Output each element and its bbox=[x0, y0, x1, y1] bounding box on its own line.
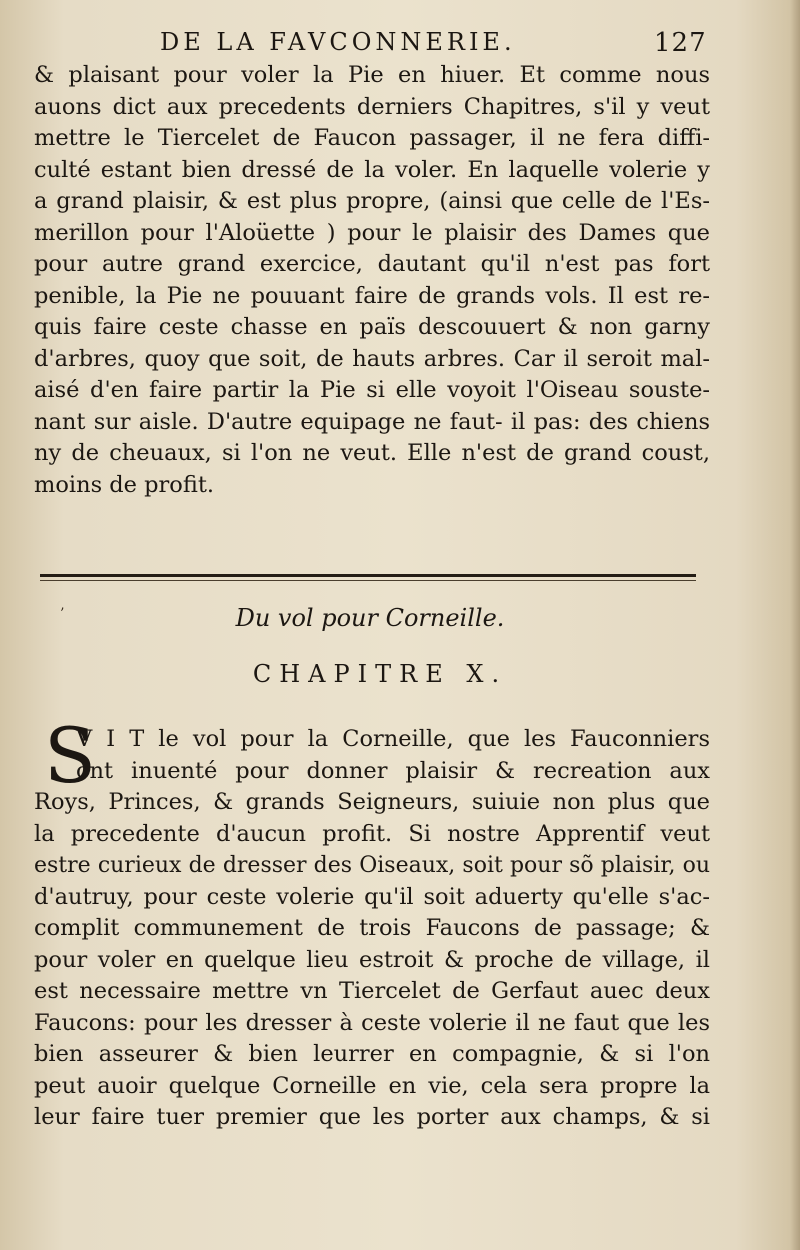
paragraph-2 bbox=[34, 724, 710, 1134]
text-line: leur faire tuer premier que les porter aux champs, & si bbox=[34, 1104, 710, 1130]
page-number: 127 bbox=[654, 28, 707, 58]
page-edge-shadow bbox=[790, 0, 800, 1250]
section-divider-rule bbox=[40, 574, 696, 577]
text-line: ny de cheuaux, si l'on ne veut. Elle n'est de grand coust, bbox=[34, 440, 710, 466]
text-line: bien asseurer & bien leurrer en compagnie, & si l'on bbox=[34, 1041, 710, 1067]
text-line: aisé d'en faire partir la Pie si elle voyoit l'Oiseau souste- bbox=[34, 377, 710, 403]
text-line: Roys, Princes, & grands Seigneurs, suiuie non plus que bbox=[34, 789, 710, 815]
drop-cap-letter: S bbox=[44, 711, 97, 800]
text-line: pour voler en quelque lieu estroit & proche de village, il bbox=[34, 946, 710, 973]
printer-mark: ’ bbox=[60, 606, 65, 622]
text-line: auons dict aux precedents derniers Chapitres, s'il y veut bbox=[34, 93, 710, 120]
section-divider-rule-thin bbox=[40, 580, 696, 581]
text-line: quis faire ceste chasse en païs descouuert & non garny bbox=[34, 314, 710, 340]
text-line: V I T le vol pour la Corneille, que les Fauconniers bbox=[76, 726, 710, 752]
section-title: Du vol pour Corneille. bbox=[235, 604, 505, 632]
paragraph-1 bbox=[34, 60, 710, 501]
text-line: moins de profit. bbox=[34, 471, 215, 498]
text-line: pour autre grand exercice, dautant qu'il n'est pas fort bbox=[34, 251, 710, 277]
text-line: Faucons: pour les dresser à ceste volerie il ne faut que les bbox=[34, 1009, 710, 1036]
text-line: complit communement de trois Faucons de passage; & bbox=[34, 915, 710, 941]
text-line: a grand plaisir, & est plus propre, (ainsi que celle de l'Es- bbox=[34, 188, 710, 214]
text-line: penible, la Pie ne pouuant faire de grands vols. Il est re- bbox=[34, 282, 710, 309]
text-line: est necessaire mettre vn Tiercelet de Gerfaut auec deux bbox=[34, 978, 710, 1004]
text-line: merillon pour l'Aloüette ) pour le plaisir des Dames que bbox=[34, 219, 710, 246]
text-line: peut auoir quelque Corneille en vie, cela sera propre la bbox=[34, 1072, 710, 1099]
text-line: d'arbres, quoy que soit, de hauts arbres. Car il seroit mal- bbox=[34, 345, 710, 372]
text-line: estre curieux de dresser des Oiseaux, soit pour sõ plaisir, ou bbox=[34, 853, 710, 878]
chapter-heading: CHAPITRE X. bbox=[252, 660, 508, 688]
running-head: DE LA FAVCONNERIE. bbox=[160, 28, 516, 56]
text-line: ont inuenté pour donner plaisir & recreation aux bbox=[76, 757, 710, 784]
text-line: d'autruy, pour ceste volerie qu'il soit aduerty qu'elle s'ac- bbox=[34, 883, 710, 910]
text-line: nant sur aisle. D'autre equipage ne faut- il pas: des chiens bbox=[34, 408, 710, 435]
text-line: & plaisant pour voler la Pie en hiuer. Et comme nous bbox=[34, 62, 710, 88]
text-line: culté estant bien dressé de la voler. En laquelle volerie y bbox=[34, 156, 710, 183]
text-line: mettre le Tiercelet de Faucon passager, il ne fera diffi- bbox=[34, 125, 710, 151]
text-line: la precedente d'aucun profit. Si nostre Apprentif veut bbox=[34, 820, 710, 847]
